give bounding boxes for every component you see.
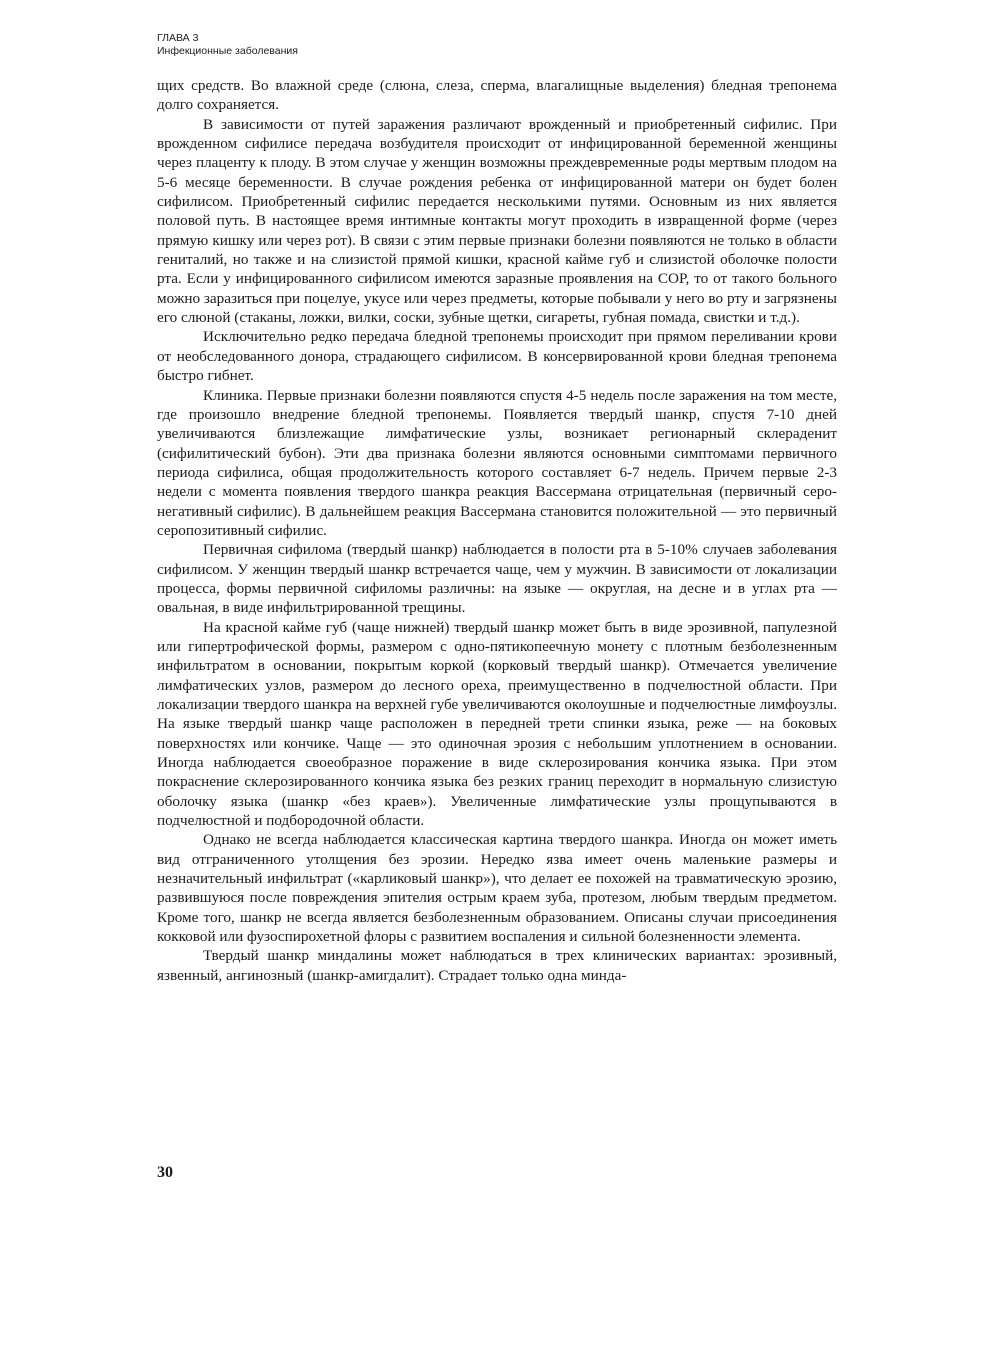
paragraph: Однако не всегда наблюдается классическая картина твердого шанкра. Иногда он может иметь вид отграниченного утолщения без эрозии. Нередко язва имеет очень маленькие размеры и незначительный инфильтрат («карликовый шанкр»), что делает ее похожей на травматическую эрозию, развившуюся после повреждения эпителия острым краем зуба, протезом, любым твердым предметом. Кроме того, шанкр не всегда является безболезненным образованием. Описаны случаи присоединения кокковой или фузоспирохетной флоры с развитием воспаления и сильной болезненности элемента. — [157, 831, 837, 946]
paragraph: щих средств. Во влажной среде (слюна, слеза, сперма, влагалищные выделения) бледная трепонема долго сохраняется. — [157, 77, 837, 114]
body-text — [157, 76, 837, 985]
paragraph: Твердый шанкр миндалины может наблюдаться в трех клинических вариантах: эрозивный, язвенный, ангинозный (шанкр-амигдалит). Страдает только одна минда- — [157, 947, 837, 984]
chapter-label: ГЛАВА 3 — [157, 32, 199, 44]
paragraph: В зависимости от путей заражения различают врожденный и приобретенный сифилис. При врожденном сифилисе передача возбудителя происходит от инфицированной беременной женщины через плаценту к плоду. В этом случае у женщин возможны преждевременные роды мертвым плодом на 5-6 месяце беременности. В случае рождения ребенка от инфицированной матери он будет болен сифилисом. Приобретенный сифилис передается несколькими путями. Основным из них является половой путь. В настоящее время интимные контакты могут проходить в извращенной форме (через прямую кишку или через рот). В связи с этим первые признаки болезни появляются не только в области гениталий, но также и на слизистой прямой кишки, красной кайме губ и слизистой оболочке полости рта. Если у инфицированного сифилисом имеются заразные проявления на СОР, то от такого больного можно заразиться при поцелуе, укусе или через предметы, которые побывали у него во рту и загрязнены его слюной (стаканы, ложки, вилки, соски, зубные щетки, сигареты, губная помада, свистки и т.д.). — [157, 115, 837, 327]
paragraph: Клиника. Первые признаки болезни появляются спустя 4-5 недель после заражения на том месте, где произошло внедрение бледной трепонемы. Появляется твердый шанкр, спустя 7-10 дней увеличиваются близлежащие лимфатические узлы, возникает регионарный склераденит (сифилитический бубон). Эти два признака болезни являются основными симптомами первичного периода сифилиса, общая продолжительность которого составляет 6-7 недель. Причем первые 2-3 недели с момента появления твердого шанкра реакция Вассермана отрицательная (первичный серо-негативный сифилис). В дальнейшем реакция Вассермана становится положительной — это первичный серопозитивный сифилис. — [157, 386, 837, 539]
page-number: 30 — [157, 1164, 173, 1181]
paragraph: На красной кайме губ (чаще нижней) твердый шанкр может быть в виде эрозивной, папулезной или гипертрофической формы, размером с одно-пятикопеечную монету с плотным безболезненным инфильтратом в основании, покрытым коркой (корковый твердый шанкр). Отмечается увеличение лимфатических узлов, размером до лесного ореха, преимущественно в подчелюстной области. При локализации твердого шанкра на верхней губе увеличиваются околоушные и подчелюстные лимфоузлы. На языке твердый шанкр чаще расположен в передней трети спинки языка, реже — на боковых поверхностях или кончике. Чаще — это одиночная эрозия с небольшим уплотнением в основании. Иногда наблюдается своеобразное поражение в виде склерозирования кончика языка. При этом покраснение склерозированного кончика языка без резких границ переходит в нормальную слизистую оболочку языка (шанкр «без краев»). Увеличенные лимфатические узлы прощупываются в подчелюстной и подбородочной области. — [157, 618, 837, 830]
paragraph: Первичная сифилома (твердый шанкр) наблюдается в полости рта в 5-10% случаев заболевания сифилисом. У женщин твердый шанкр встречается чаще, чем у мужчин. В зависимости от локализации процесса, формы первичной сифиломы различны: на языке — округлая, на десне и в углах рта — овальная, в виде инфильтрированной трещины. — [157, 541, 837, 617]
section-title: Инфекционные заболевания — [157, 45, 298, 57]
paragraph: Исключительно редко передача бледной трепонемы происходит при прямом переливании крови от необследованного донора, страдающего сифилисом. В консервированной крови бледная трепонема быстро гибнет. — [157, 328, 837, 385]
running-head — [157, 32, 298, 58]
